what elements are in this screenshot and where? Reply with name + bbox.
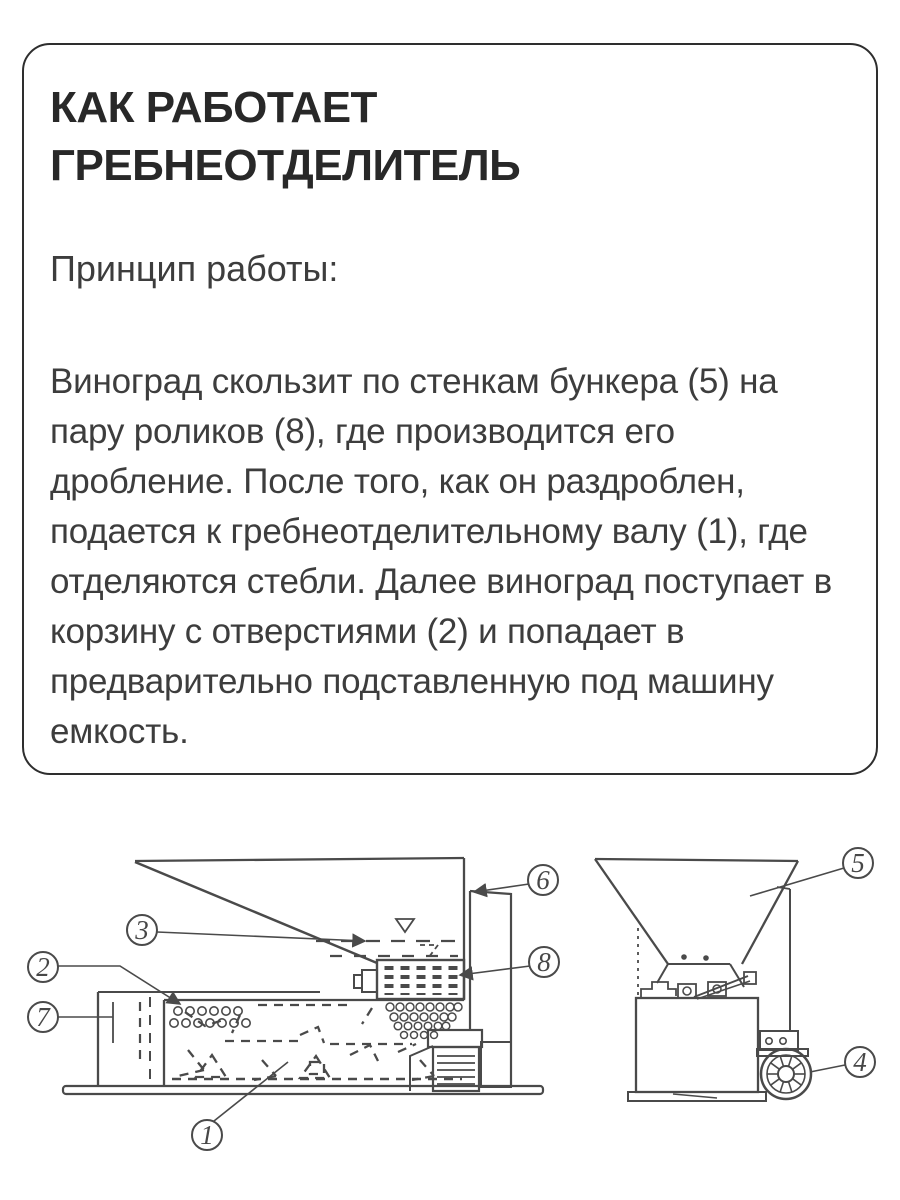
callout-3-label: 3 [135, 915, 149, 945]
description-paragraph: Виноград скользит по стенкам бункера (5) на пару роликов (8), где производится его дробление. После того, как он раздроблен, подается к гребнеотделительному валу (1), где отделяются стебли. Далее виноград поступает в корзину с отверстиями (2) и попадает в предварительно подставленную под машину емкость. [50, 362, 833, 751]
front-view-drawing [595, 859, 811, 1101]
title-line-1: КАК РАБОТАЕТ [50, 83, 377, 132]
machine-diagram [0, 810, 900, 1200]
callout-6-label: 6 [536, 865, 550, 895]
page-title [50, 79, 852, 195]
callout-4-label: 4 [853, 1047, 867, 1077]
title-line-2: ГРЕБНЕОТДЕЛИТЕЛЬ [50, 141, 521, 190]
callout-6 [474, 865, 558, 895]
callout-5-label: 5 [851, 848, 865, 878]
callout-1-label: 1 [200, 1120, 214, 1150]
callout-5 [750, 848, 873, 896]
callout-8-label: 8 [537, 947, 551, 977]
callout-2 [28, 952, 180, 1004]
callout-7 [28, 1002, 113, 1032]
callout-2-label: 2 [36, 952, 50, 982]
callout-8 [460, 947, 559, 977]
callout-1 [192, 1062, 288, 1150]
callout-4 [810, 1047, 875, 1077]
destemmer-technical-drawing [0, 810, 900, 1200]
info-card [22, 43, 878, 775]
callout-7-label: 7 [36, 1002, 50, 1032]
section-subtitle: Принцип работы: [50, 248, 339, 289]
